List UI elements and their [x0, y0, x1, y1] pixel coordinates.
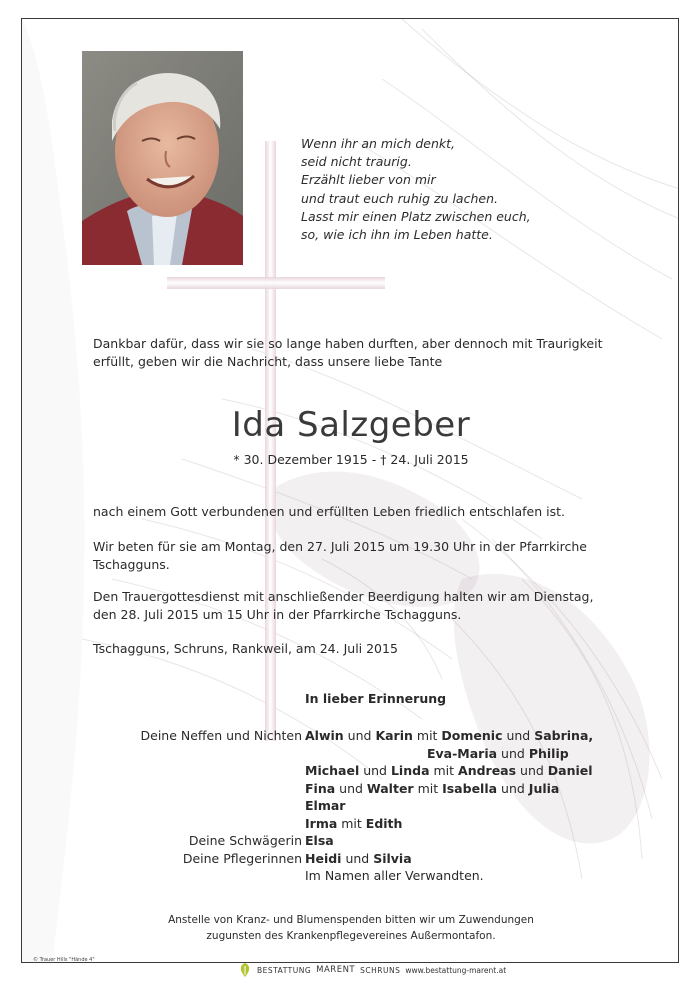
mourners-line: Fina und Walter mit Isabella und Julia: [305, 780, 560, 796]
place-date: Tschagguns, Schruns, Rankweil, am 24. Juli 2015: [93, 641, 398, 656]
poem-line: seid nicht traurig.: [301, 154, 412, 170]
nephews-label: Deine Neffen und Nichten: [140, 728, 302, 743]
intro-text: [93, 335, 613, 371]
note-line: Anstelle von Kranz- und Blumenspenden bitten wir um Zuwendungen: [168, 914, 534, 926]
mourners-line: Elmar: [305, 798, 346, 813]
prayer-text: [93, 538, 613, 574]
intro-line: Dankbar dafür, dass wir sie so lange haben durften, aber dennoch mit Traurigkeit: [93, 336, 603, 351]
sister-in-law-label: Deine Schwägerin: [188, 833, 302, 848]
relatives-line: Im Namen aller Verwandten.: [305, 868, 484, 883]
mourners-line: Alwin und Karin mit Domenic und Sabrina,: [305, 728, 594, 743]
poem-line: Lasst mir einen Platz zwischen euch,: [301, 208, 531, 224]
portrait-photo: [82, 51, 243, 265]
poem-line: Erzählt lieber von mir: [301, 172, 436, 188]
poem-line: und traut euch ruhig zu lachen.: [301, 190, 498, 206]
cross-horizontal-beam: [167, 277, 385, 289]
image-credit: © Trauer Hills "Hände 4": [33, 957, 95, 963]
donation-note: [22, 912, 679, 944]
life-dates: * 30. Dezember 1915 - † 24. Juli 2015: [233, 452, 469, 467]
leaf-logo-icon: [238, 962, 252, 978]
poem-line: Wenn ihr an mich denkt,: [301, 136, 456, 151]
prayer-line: Tschagguns.: [93, 557, 170, 572]
mourners-line: Irma mit Edith: [305, 815, 403, 831]
prayer-line: Wir beten für sie am Montag, den 27. Juli 2015 um 19.30 Uhr in der Pfarrkirche: [93, 539, 588, 554]
intro-line: erfüllt, geben wir die Nachricht, dass unsere liebe Tante: [93, 354, 443, 369]
memory-heading: In lieber Erinnerung: [305, 691, 447, 706]
carers-label: Deine Pflegerinnen: [182, 850, 302, 866]
brand-bestattung: BESTATTUNG: [257, 965, 312, 975]
mourners-line: Heidi und Silvia: [305, 850, 412, 866]
poem: [301, 135, 631, 244]
poem-line: so, wie ich ihn im Leben hatte.: [301, 227, 493, 243]
obituary-card: [21, 18, 679, 963]
note-line: zugunsten des Krankenpflegevereines Außermontafon.: [206, 930, 496, 942]
website-link[interactable]: www.bestattung-marent.at: [405, 965, 507, 975]
brand-marent: MARENT: [316, 965, 356, 975]
funeral-text: [93, 588, 613, 624]
funeral-line: Den Trauergottesdienst mit anschließender Beerdigung halten wir am Dienstag,: [93, 589, 594, 604]
mourners-line: Eva-Maria und Philip: [427, 745, 569, 761]
undertaker-footer: [238, 962, 506, 978]
brand-schruns: SCHRUNS: [360, 965, 401, 975]
mourners-line: Elsa: [305, 833, 334, 848]
mourners-line: Michael und Linda mit Andreas und Daniel: [305, 763, 593, 778]
passed-text: nach einem Gott verbundenen und erfüllten Leben friedlich entschlafen ist.: [93, 504, 565, 519]
funeral-line: den 28. Juli 2015 um 15 Uhr in der Pfarrkirche Tschagguns.: [93, 607, 462, 622]
deceased-name: Ida Salzgeber: [231, 405, 471, 445]
